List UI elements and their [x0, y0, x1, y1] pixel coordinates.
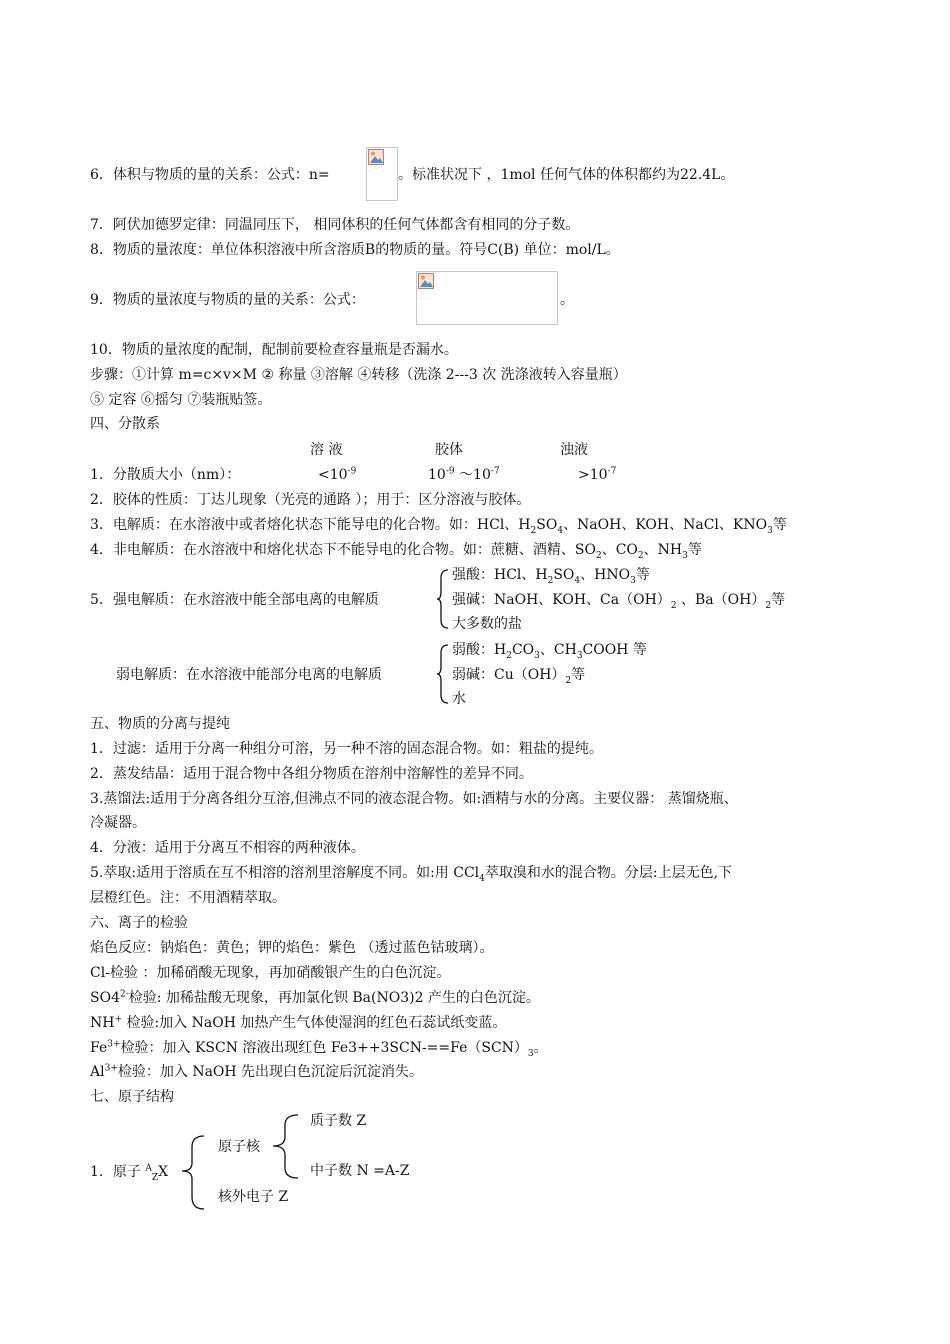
weak-base: 弱碱：$Cu(OH)_2$等 — [452, 667, 586, 686]
nucleus-label: 原子核 — [218, 1139, 260, 1155]
broken-image-icon — [418, 273, 434, 289]
steps-line-1: 步骤：①计算 m=c×v×M ② 称量 ③溶解 ④转移（洗涤 2---3 次 洗涤液转入容量瓶） — [90, 367, 627, 383]
header-colloid: 胶体 — [435, 442, 463, 458]
chloride-test-line: Cl-检验 ：加稀硝酸无现象，再加硝酸银产生的白色沉淀。 — [90, 965, 451, 981]
section-4-heading: 四、分散系 — [90, 416, 160, 432]
flame-test-line: 焰色反应：钠焰色：黄色；钾的焰色：紫色 （透过蓝色钴玻璃）。 — [90, 940, 494, 956]
iron-test-line: $Fe^{3+}$检验：加入 KSCN 溶液出现红色 $Fe3++3SCN-==Fe(SCN)_3$。 — [90, 1039, 548, 1059]
strong-acid: 强酸：HCl、$H_2SO_4$、$HNO_3$等 — [452, 567, 650, 586]
strong-salt: 大多数的盐 — [452, 616, 522, 632]
electron-label: 核外电子 Z — [218, 1189, 289, 1205]
proton-label: 质子数 Z — [310, 1113, 367, 1129]
nucleus-brace — [268, 1112, 302, 1182]
colloid-property-line: 2．胶体的性质：丁达儿现象（光亮的通路 ）；用于：区分溶液与胶体。 — [90, 492, 531, 508]
distillation-line-1: 3.蒸馏法:适用于分离各组分互溶,但沸点不同的液态混合物。如:酒精与水的分离。主要仪器： 蒸馏烧瓶、 — [90, 791, 738, 807]
aluminum-test-line: $Al^{3+}$检验：加入 NaOH 先出现白色沉淀后沉淀消失。 — [90, 1063, 424, 1080]
weak-acid: 弱酸：$H_2CO_3$、$CH_3COOH$ 等 — [452, 642, 647, 661]
electrolyte-line: 3．电解质：在水溶液中或者熔化状态下能导电的化合物。如：HCl、$H_2SO_4$、NaOH、KOH、NaCl、$KNO_3$等 — [90, 517, 787, 536]
nonelectrolyte-line: 4．非电解质：在水溶液中和熔化状态下不能导电的化合物。如：蔗糖、酒精、$SO_2$、$CO_2$、$NH_3$等 — [90, 542, 702, 561]
weak-water: 水 — [452, 691, 466, 707]
filtration-line: 1．过滤：适用于分离一种组分可溶，另一种不溶的固态混合物。如：粗盐的提纯。 — [90, 741, 603, 757]
weak-electrolyte-label: 弱电解质：在水溶液中能部分电离的电解质 — [116, 667, 382, 683]
distillation-line-2: 冷凝器。 — [90, 815, 146, 831]
line-7: 7．阿伏加德罗定律：同温同压下， 相同体积的任何气体都含有相同的分子数。 — [90, 217, 580, 233]
sulfate-test-line: $SO4^{2-}$检验: 加稀盐酸无现象，再加氯化钡 Ba(NO3)2 产生的白色沉淀。 — [90, 989, 540, 1006]
extraction-line-2: 层橙红色。注：不用酒精萃取。 — [90, 890, 286, 906]
strong-brace — [436, 568, 450, 630]
header-suspension: 浊液 — [560, 442, 588, 458]
size-solution: $<10^{-9}$ — [318, 466, 357, 483]
ammonium-test-line: NH+ 检验:加入 NaOH 加热产生气体使湿润的红色石蕊试纸变蓝。 — [90, 1014, 507, 1031]
atom-brace — [178, 1133, 208, 1213]
formula-image-placeholder-2 — [416, 271, 558, 325]
formula-image-placeholder — [366, 147, 398, 201]
section-7-heading: 七、原子结构 — [90, 1089, 174, 1105]
evaporation-line: 2．蒸发结晶：适用于混合物中各组分物质在溶剂中溶解性的差异不同。 — [90, 766, 533, 782]
line-9-tail: 。 — [560, 292, 574, 308]
particle-size-label: 1．分散质大小（nm）： — [90, 467, 241, 483]
header-solution: 溶 液 — [310, 442, 343, 458]
weak-brace — [436, 643, 450, 705]
line-8: 8．物质的量浓度：单位体积溶液中所含溶质B的物质的量。符号C(B) 单位：mol/L。 — [90, 242, 620, 258]
atom-label: 1．原子 $^A_Z$X — [90, 1163, 169, 1183]
separation-line: 4．分液：适用于分离互不相容的两种液体。 — [90, 840, 365, 856]
broken-image-icon — [368, 149, 384, 165]
steps-line-2: ⑤ 定容 ⑥摇匀 ⑦装瓶贴签。 — [90, 392, 272, 408]
section-5-heading: 五、物质的分离与提纯 — [90, 716, 230, 732]
size-colloid: $10^{-9}$ $\sim 10^{-7}$ — [428, 466, 500, 483]
line-9: 9．物质的量浓度与物质的量的关系：公式： — [90, 292, 365, 308]
strong-electrolyte-label: 5．强电解质：在水溶液中能全部电离的电解质 — [90, 592, 379, 608]
line-6-tail: 。标准状况下 ，1mol 任何气体的体积都约为22.4L。 — [398, 167, 735, 183]
size-suspension: $>10^{-7}$ — [578, 466, 617, 483]
line-6: 6．体积与物质的量的关系：公式：n= — [90, 167, 330, 183]
strong-base: 强碱：NaOH、KOH、$Ca(OH)_2$ 、$Ba(OH)_2$等 — [452, 592, 786, 611]
neutron-label: 中子数 N =A-Z — [310, 1163, 410, 1179]
line-10: 10．物质的量浓度的配制，配制前要检查容量瓶是否漏水。 — [90, 342, 458, 358]
section-6-heading: 六、离子的检验 — [90, 915, 188, 931]
extraction-line-1: 5.萃取:适用于溶质在互不相溶的溶剂里溶解度不同。如:用 CCl$_4$萃取溴和水的混合物。分层:上层无色,下 — [90, 865, 733, 884]
